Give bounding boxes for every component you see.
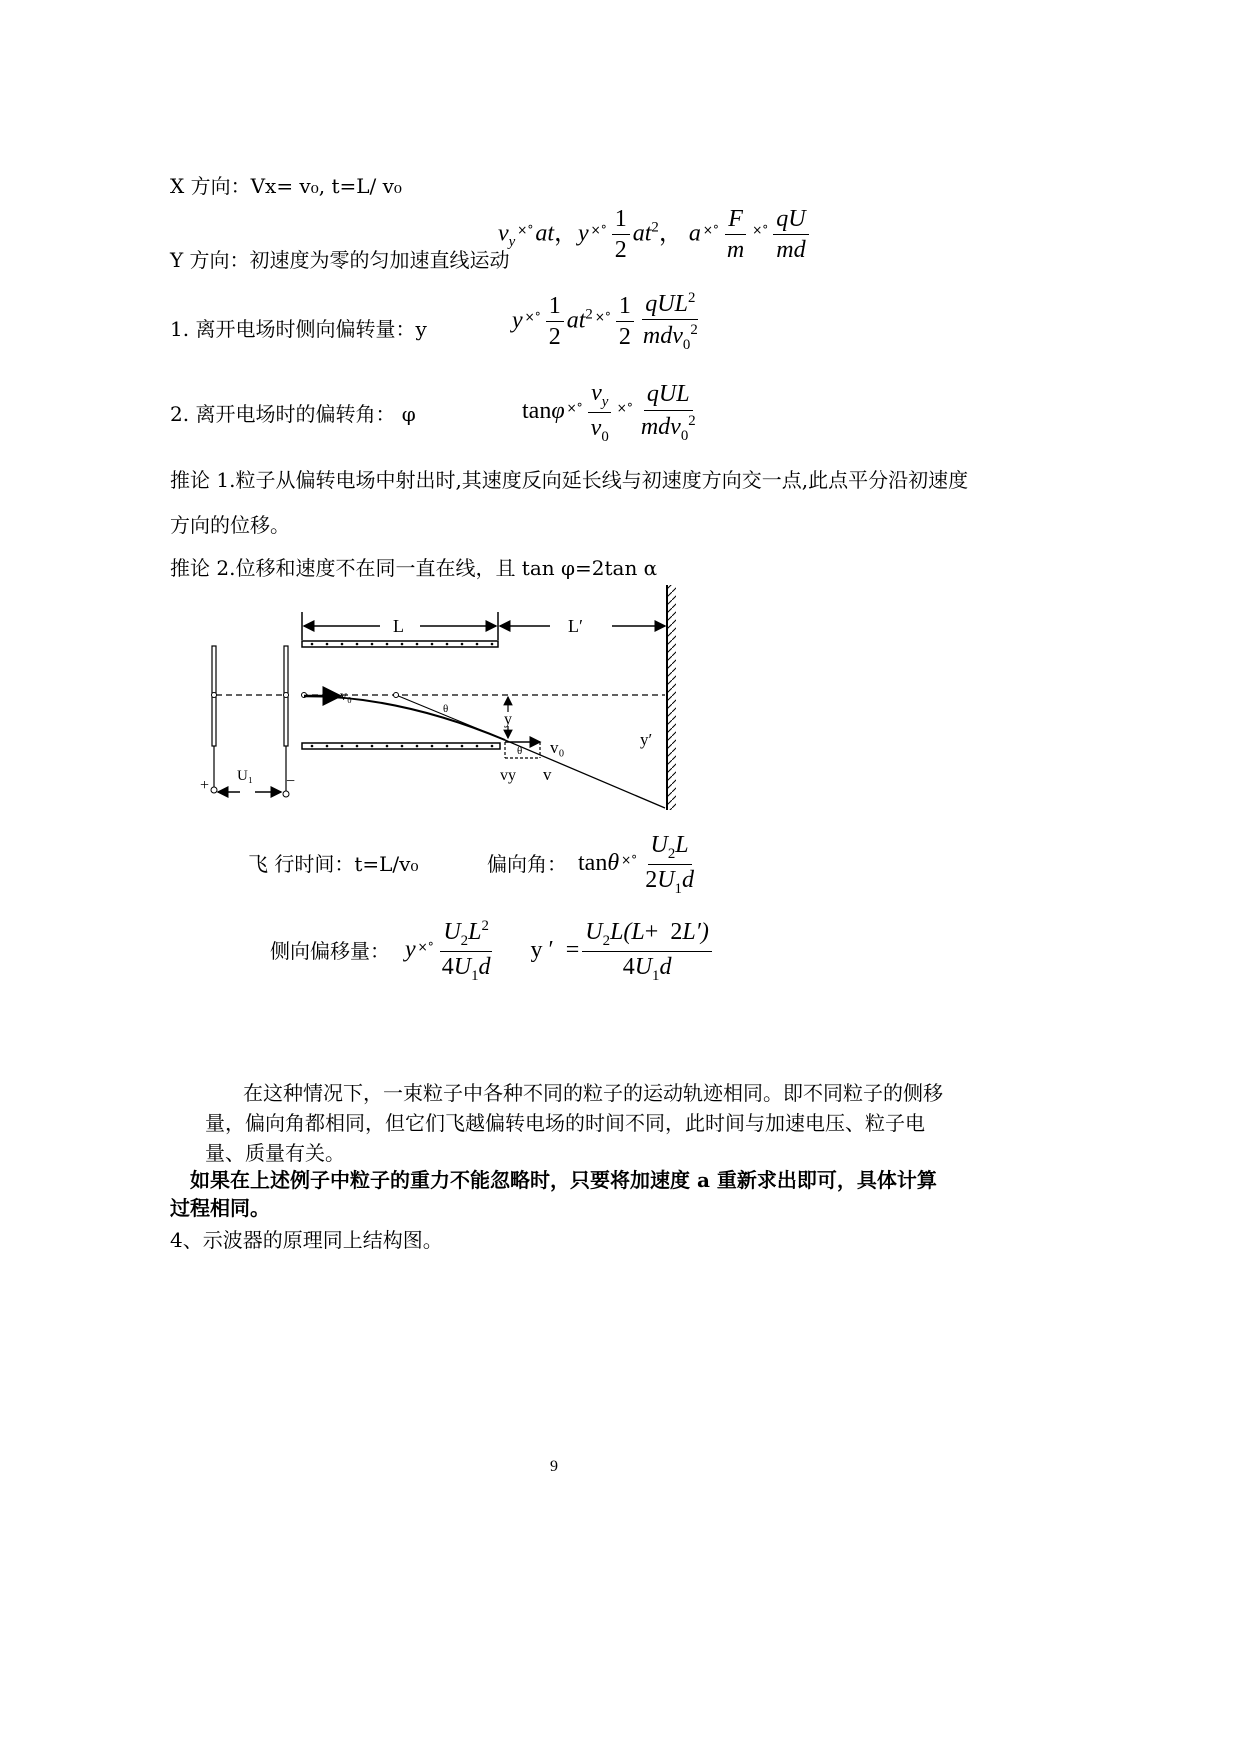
label-L: L (393, 616, 404, 636)
straight-path (505, 740, 665, 808)
bold-note: 如果在上述例子中粒子的重力不能忽略时，只要将加速度 a 重新求出即可，具体计算过程相同。 (170, 1168, 937, 1220)
lateral-offset-formula: y ×° $\frac{U_2L^2}{4U_1d}$ y ′ = $\frac{U_2L(L+ 2L')}{4U_1d}$ (405, 918, 715, 984)
y-direction-formula: $v_y^{\times^\circ}at$，y ×° $\frac{1}{2}$ $at^2$， a ×° $\frac{F}{m}$ ×° $\frac{qU}{md}$ (498, 206, 812, 264)
corollary1-line2: 方向的位移。 (170, 513, 290, 537)
label-plus: + (200, 777, 210, 794)
item2-label: 2. 离开电场时的偏转角： φ (170, 402, 416, 426)
label-vy: vy (500, 767, 516, 784)
item1-label: 1. 离开电场时侧向偏转量：y (170, 317, 427, 341)
label-v0-initial: v₀ (340, 689, 352, 704)
corollary2: 推论 2.位移和速度不在同一直在线，且 tan φ=2tan α (170, 556, 658, 580)
item4: 4、示波器的原理同上结构图。 (170, 1228, 443, 1252)
label-v: v (543, 765, 552, 784)
item2-formula: tanφ ×° $\frac{v_y}{v_0}$ ×° $\frac{\text{qUL}}{mdv_0^2}$ (522, 380, 696, 445)
lateral-offset-label: 侧向偏移量： (270, 939, 390, 963)
page-number: 9 (550, 1458, 558, 1475)
label-theta-b: θ (517, 745, 523, 757)
label-U1: U₁ (237, 768, 254, 784)
corollary1-line1: 推论 1.粒子从偏转电场中射出时,其速度反向延长线与初速度方向交一点,此点平分沿初速度 (170, 468, 969, 492)
label-minus: − (286, 773, 296, 790)
x-direction-text: X 方向：Vx= v₀, t=L/ v₀ (170, 174, 402, 198)
label-v0-exit: v₀ (550, 738, 565, 757)
label-Lprime: L′ (568, 616, 583, 636)
label-yprime: y′ (640, 730, 653, 749)
screen-hatch (668, 585, 676, 810)
label-y: y (504, 711, 512, 728)
deflection-angle-formula: tanθ ×° $\frac{U_2L}{2U_1d}$ (578, 832, 694, 897)
label-theta-a: θ (443, 703, 449, 715)
deflection-diagram (190, 580, 690, 820)
paragraph: 在这种情况下，一束粒子中各种不同的粒子的运动轨迹相同。即不同粒子的侧移量，偏向角都相同，但它们飞越偏转电场的时间不同，此时间与加速电压、粒子电量、质量有关。 (205, 1081, 943, 1165)
item1-formula: y ×° $\frac{1}{2}$ $at^2$ ×° $\frac{1}{2}$ $\frac{qUL^2}{mdv_0^2}$ (512, 290, 698, 354)
upper-plate (302, 641, 498, 647)
y-direction-text: Y 方向：初速度为零的匀加速直线运动 (170, 248, 510, 272)
trajectory (304, 696, 505, 740)
deflection-angle-label: 偏向角： (487, 852, 567, 876)
flight-time: 飞 行时间：t=L/v₀ (248, 852, 419, 876)
extension-line (396, 695, 505, 740)
